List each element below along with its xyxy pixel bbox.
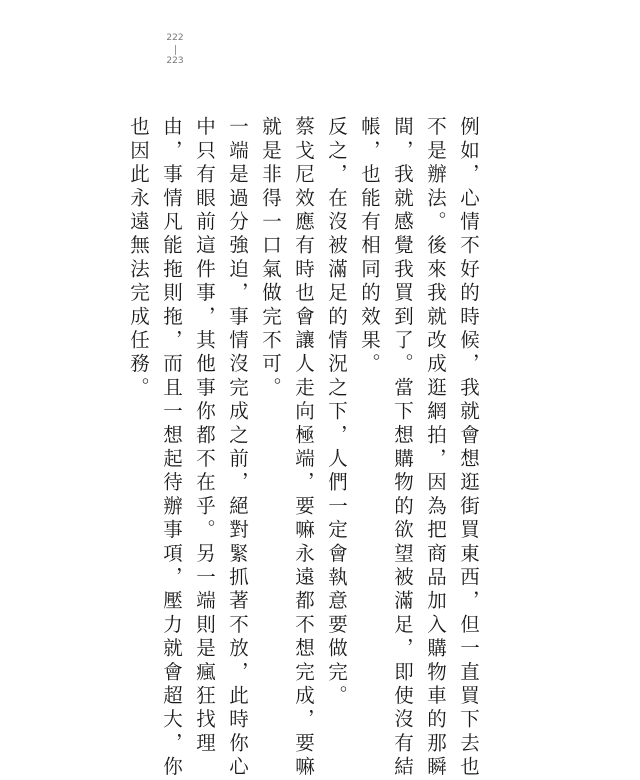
page-number-divider [175, 45, 176, 55]
text-column-11: 也因此永遠無法完成任務。 [127, 116, 150, 401]
text-column-5: 反之，在沒被滿足的情況之下，人們一定會執意要做完。 [325, 116, 348, 709]
text-column-6: 蔡戈尼效應有時也會讓人走向極端，要嘛永遠都不想完成，要嘛 [292, 116, 315, 780]
text-column-1: 例如，心情不好的時候，我就會想逛街買東西，但一直買下去也 [457, 116, 480, 780]
text-column-9: 中只有眼前這件事，其他事你都不在乎。另一端則是瘋狂找理 [193, 116, 216, 756]
page-number-left: 222 [166, 33, 184, 43]
text-column-4: 帳，也能有相同的效果。 [358, 116, 381, 377]
text-column-7: 就是非得一口氣做完不可。 [259, 116, 282, 401]
page-number [163, 33, 187, 67]
text-column-8: 一端是過分強迫，事情沒完成之前，絕對緊抓著不放，此時你心 [226, 116, 249, 780]
text-column-2: 不是辦法。後來我就改成逛網拍，因為把商品加入購物車的那瞬 [424, 116, 447, 780]
text-column-10: 由，事情凡能拖則拖，而且一想起待辦事項，壓力就會超大，你 [160, 116, 183, 780]
text-column-3: 間，我就感覺我買到了。當下想購物的欲望被滿足，即使沒有結 [391, 116, 414, 780]
page-number-right: 223 [166, 56, 184, 66]
